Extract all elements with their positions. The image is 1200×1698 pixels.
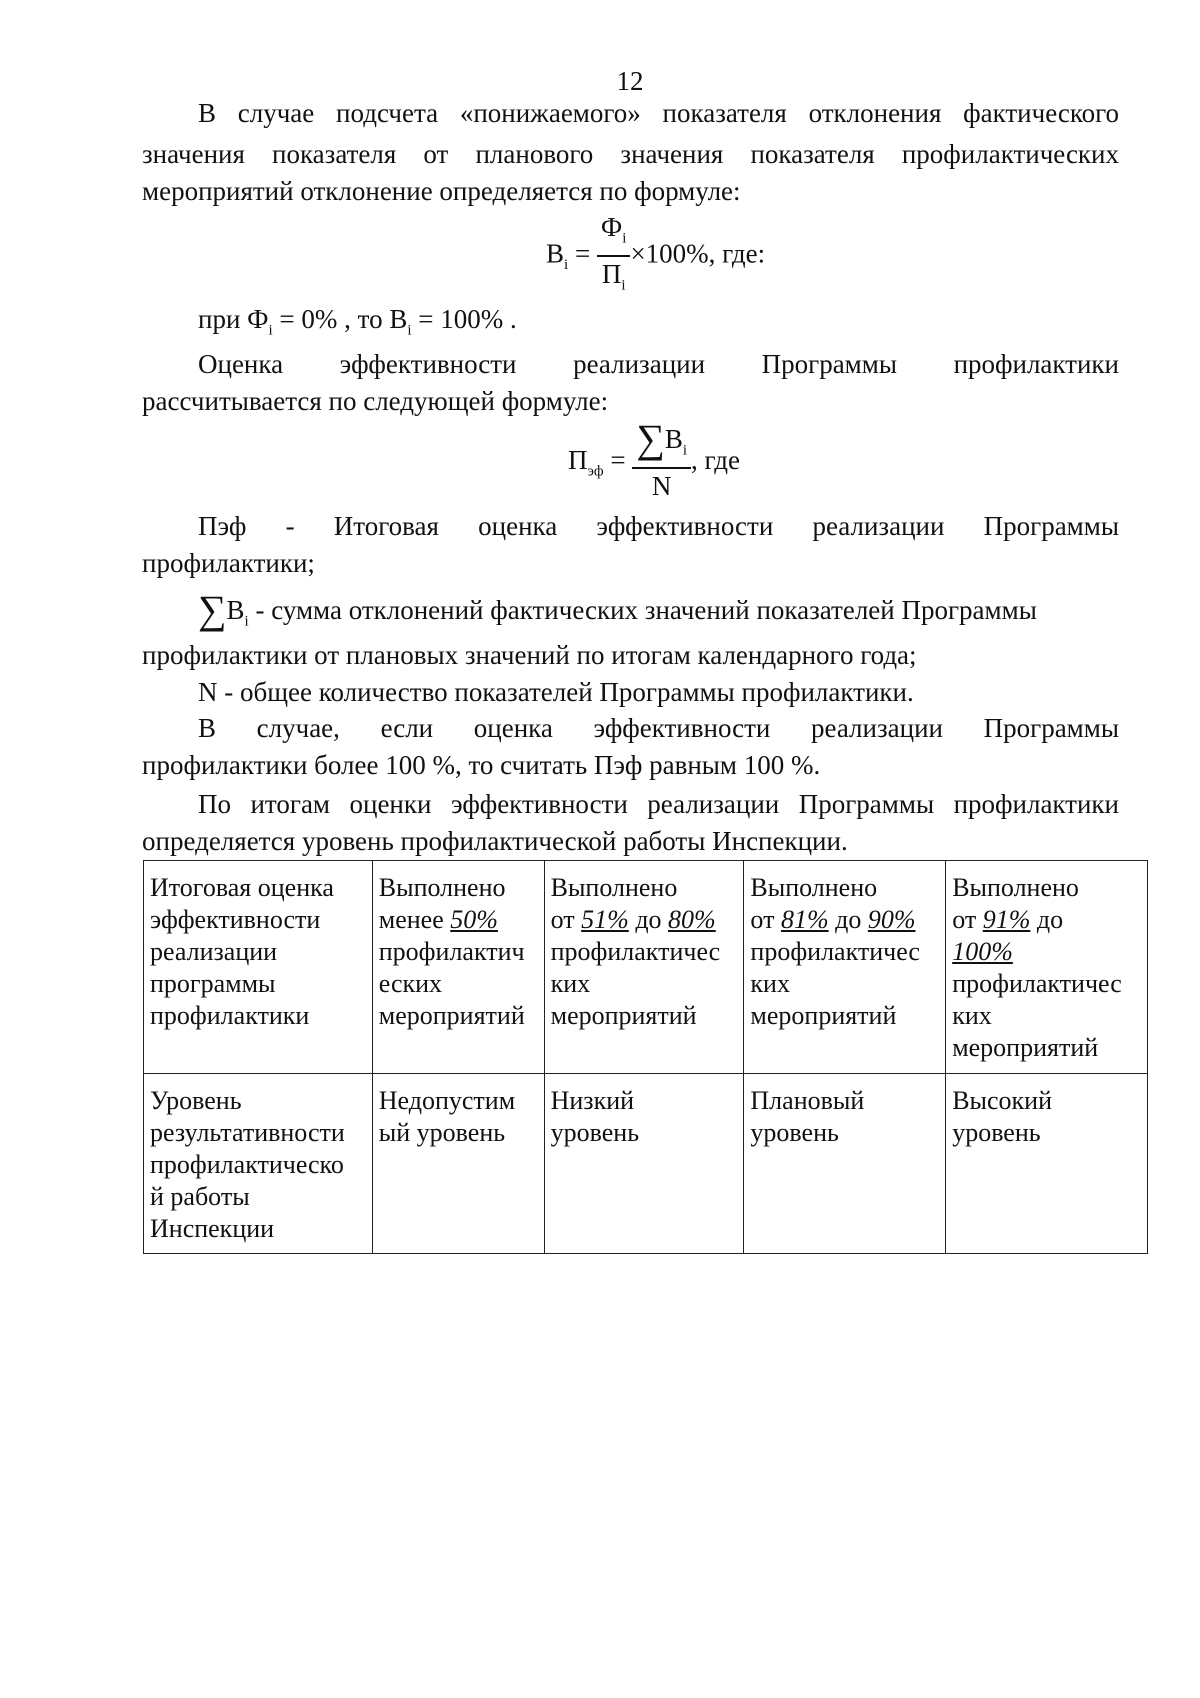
para4-line2: определяется уровень профилактической работы Инспекции. [142,826,848,856]
table-cell: Недопустим ый уровень [372,1074,544,1254]
table-cell: Итоговая оценка эффективности реализации программы профилактики [144,861,373,1074]
para2-line2: рассчитывается по следующей формуле: [142,386,609,416]
table-cell: Плановый уровень [744,1074,946,1254]
para2-line1: Оценка эффективности реализации Программы профилактики [198,349,1119,379]
condition-line: при $Ф_i = 0\%$ , то $B_i = 100\%$ . [198,304,517,339]
para1-line1: В случае подсчета «понижаемого» показателя отклонения фактического [198,98,1119,128]
def3: N - общее количество показателей Программы профилактики. [198,677,914,707]
sum-symbol: ∑ [636,416,665,461]
para1-line3: мероприятий отклонение определяется по формуле: [142,176,741,206]
def1-line2: профилактики; [142,548,315,578]
page-number: 12 [616,66,644,96]
def2-line2: профилактики от плановых значений по итогам календарного года; [142,640,917,670]
table-cell: Выполнено менее 50% профилактич еских мероприятий [372,861,544,1074]
efficiency-level-table [143,860,1148,1254]
table-row [144,1074,1148,1254]
table-cell: Высокий уровень [946,1074,1148,1254]
sum-symbol: ∑ [198,587,227,632]
table-cell: Выполнено от 91% до 100% профилактичес ких мероприятий [946,861,1148,1074]
para3-line2: профилактики более 100 %, то считать Пэф равным 100 %. [142,750,821,780]
table-cell: Уровень результативности профилактическо й работы Инспекции [144,1074,373,1254]
para3-line1: В случае, если оценка эффективности реализации Программы [198,713,1119,743]
formula-deviation: $B_i$ = $\frac{Ф_i}{П_i}$ ×100%, где: [546,210,765,303]
def2-line1: $\sum B_i$ - сумма отклонений фактических значений показателей Программы [198,587,1037,632]
table-cell: Выполнено от 51% до 80% профилактичес ких мероприятий [544,861,744,1074]
para1-line2: значения показателя от планового значения показателя профилактических [142,139,1119,169]
formula-efficiency: $П_{эф}$ = $\frac{\sum B_i}{N}$ , где [568,416,740,502]
table-cell: Низкий уровень [544,1074,744,1254]
para4-line1: По итогам оценки эффективности реализации Программы профилактики [198,789,1119,819]
table-row [144,861,1148,1074]
def1-line1: Пэф - Итоговая оценка эффективности реализации Программы [198,511,1119,541]
formula-fraction: $\frac{\sum B_i}{N}$ [632,422,691,503]
table-cell: Выполнено от 81% до 90% профилактичес ких мероприятий [744,861,946,1074]
formula-fraction: $\frac{Ф_i}{П_i}$ [597,210,631,303]
